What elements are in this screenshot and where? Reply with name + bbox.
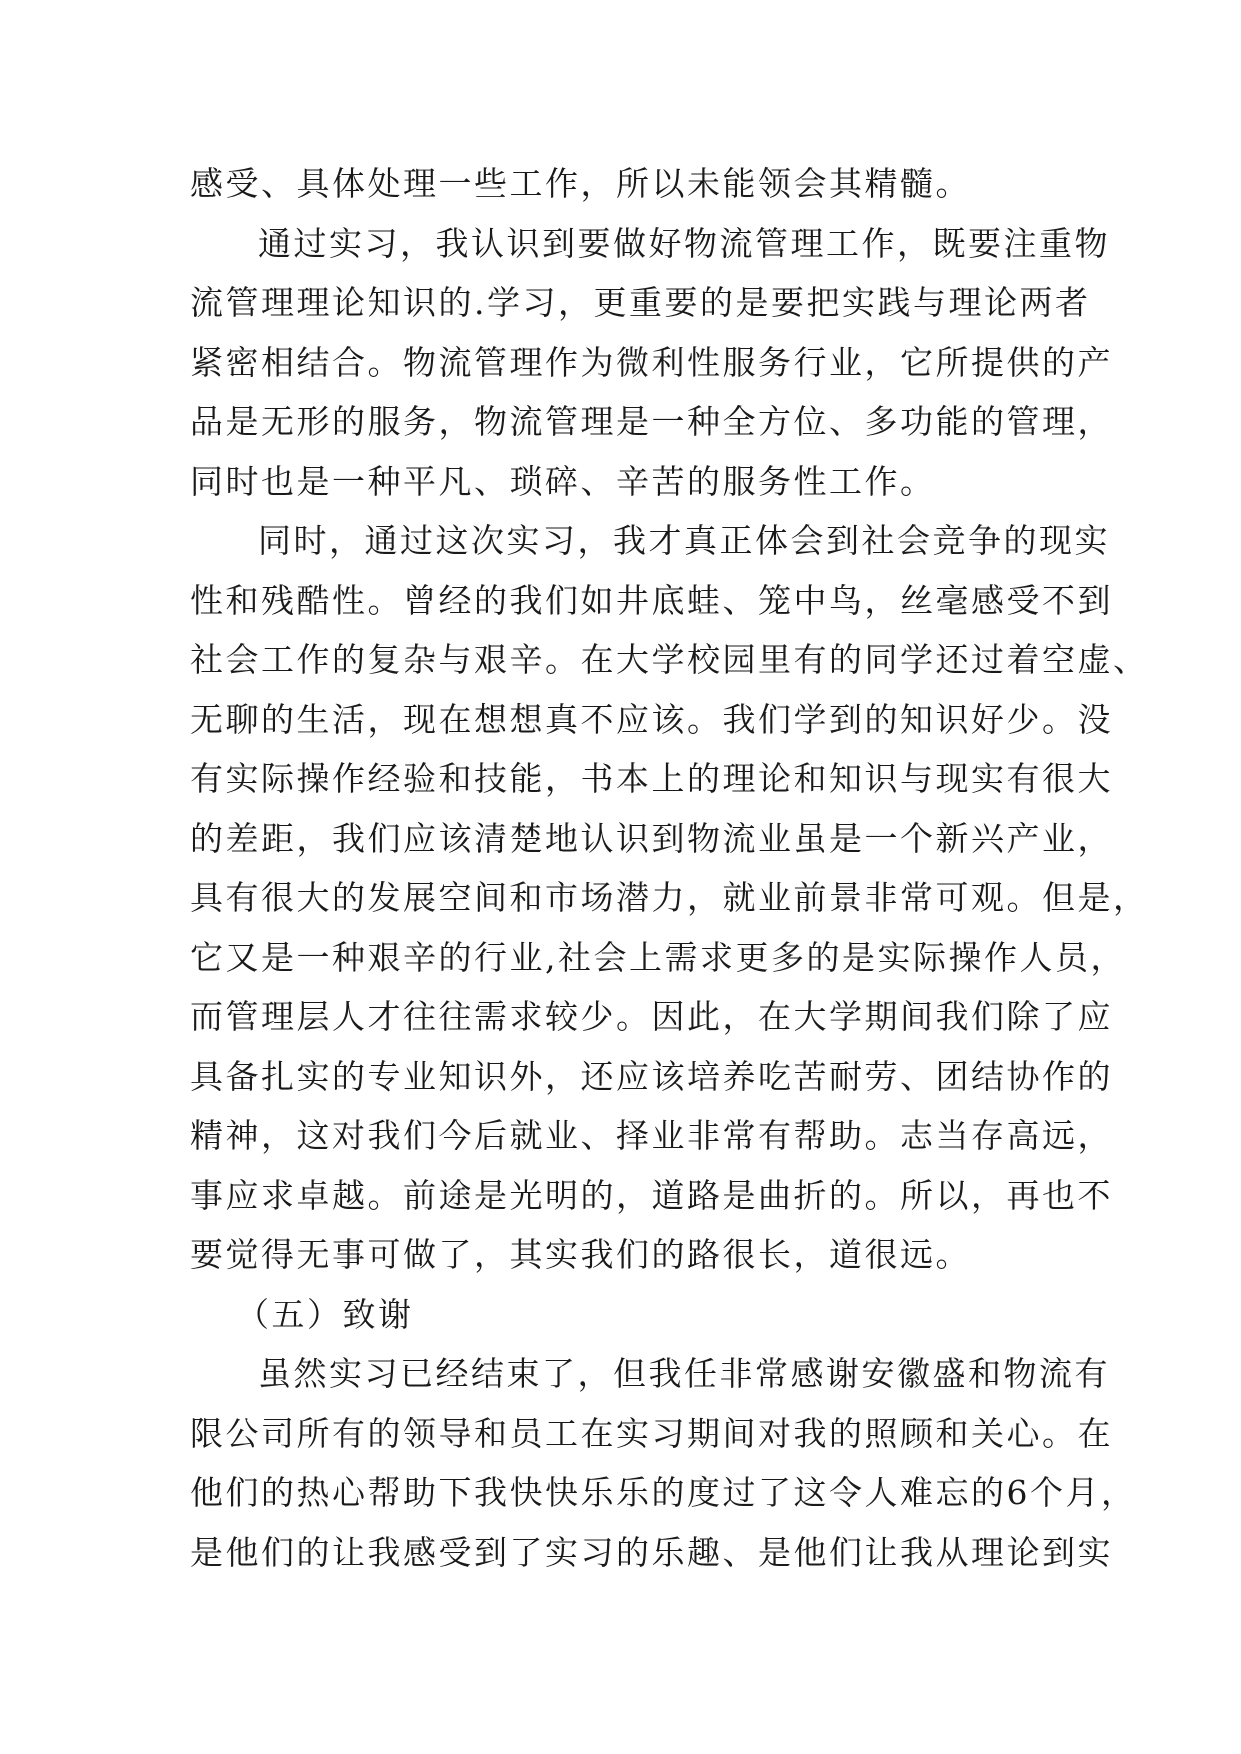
text-line-1: 感受、具体处理一些工作，所以未能领会其精髓。 [190, 164, 971, 203]
text-line-5: 品是无形的服务，物流管理是一种全方位、多功能的管理， [190, 402, 1113, 441]
text-line-21: 虽然实习已经结束了，但我任非常感谢安徽盛和物流有 [258, 1354, 1110, 1393]
text-line-7: 同时，通过这次实习，我才真正体会到社会竞争的现实 [258, 521, 1110, 560]
text-line-2: 通过实习，我认识到要做好物流管理工作，既要注重物 [258, 223, 1110, 263]
text-line-19: 要觉得无事可做了，其实我们的路很长，道很远。 [190, 1235, 971, 1274]
text-line-18: 事应求卓越。前途是光明的，道路是曲折的。所以，再也不 [190, 1175, 1113, 1215]
text-line-16: 具备扎实的专业知识外，还应该培养吃苦耐劳、团结协作的 [190, 1056, 1113, 1096]
text-line-9: 社会工作的复杂与艰辛。在大学校园里有的同学还过着空虚、 [190, 640, 1149, 679]
text-line-11: 有实际操作经验和技能，书本上的理论和知识与现实有很大 [190, 759, 1113, 798]
text-line-12: 的差距，我们应该清楚地认识到物流业虽是一个新兴产业， [190, 818, 1113, 858]
section-heading: （五）致谢 [236, 1294, 414, 1334]
document-body [190, 154, 1149, 1582]
text-line-14: 它又是一种艰辛的行业,社会上需求更多的是实际操作人员， [190, 937, 1126, 977]
text-line-4: 紧密相结合。物流管理作为微利性服务行业，它所提供的产 [190, 342, 1113, 382]
text-line-6: 同时也是一种平凡、琐碎、辛苦的服务性工作。 [190, 461, 936, 501]
text-line-15: 而管理层人才往往需求较少。因此，在大学期间我们除了应 [190, 997, 1113, 1036]
text-line-22: 限公司所有的领导和员工在实习期间对我的照顾和关心。在 [190, 1413, 1113, 1453]
text-line-13: 具有很大的发展空间和市场潜力，就业前景非常可观。但是， [190, 878, 1149, 917]
text-line-17: 精神，这对我们今后就业、择业非常有帮助。志当存高远， [190, 1116, 1113, 1155]
text-line-3: 流管理理论知识的.学习，更重要的是要把实践与理论两者 [190, 283, 1091, 322]
text-line-23: 他们的热心帮助下我快快乐乐的度过了这令人难忘的6个月， [190, 1473, 1137, 1512]
text-line-24: 是他们的让我感受到了实习的乐趣、是他们让我从理论到实 [190, 1532, 1113, 1572]
text-line-10: 无聊的生活，现在想想真不应该。我们学到的知识好少。没 [190, 699, 1113, 739]
text-line-8: 性和残酷性。曾经的我们如井底蛙、笼中鸟，丝毫感受不到 [190, 580, 1113, 620]
